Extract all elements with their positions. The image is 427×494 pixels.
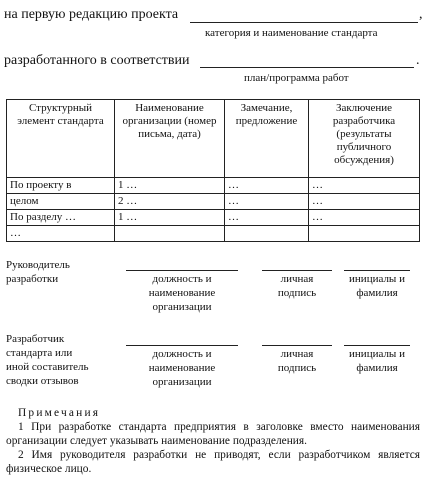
note-item: 1 При разработке стандарта предприятия в заголовке вместо наименования организации следует указывать наименование подразделения.	[6, 421, 420, 447]
table-cell[interactable]: …	[309, 178, 420, 194]
table-row	[7, 178, 420, 194]
signature-1-caption-position: должность и наименование организации	[148, 273, 216, 313]
table-row	[7, 210, 420, 226]
signature-1-caption-sign: личная подпись	[277, 273, 317, 299]
signature-2-caption-name: инициалы и фамилия	[349, 348, 405, 374]
review-table	[6, 99, 420, 242]
table-cell[interactable]	[225, 226, 309, 242]
signature-2-position-blank[interactable]	[126, 345, 238, 346]
table-cell[interactable]: …	[309, 194, 420, 210]
signature-1-sign-blank[interactable]	[262, 270, 332, 271]
table-cell[interactable]: По разделу …	[7, 210, 115, 226]
table-cell[interactable]: 1 …	[115, 210, 225, 226]
table-cell[interactable]	[115, 226, 225, 242]
table-cell[interactable]: …	[225, 194, 309, 210]
notes-section	[6, 406, 420, 476]
header-row1-text: на первую редакцию проекта	[4, 7, 179, 22]
table-cell[interactable]: 2 …	[115, 194, 225, 210]
signature-2-sign-blank[interactable]	[262, 345, 332, 346]
col-header-remark: Замечание, предложение	[225, 100, 309, 178]
table-cell[interactable]: По проекту в	[7, 178, 115, 194]
signature-2-label: Разработчик стандарта или иной составитель сводки отзывов	[6, 333, 89, 387]
col-header-organization: Наименование организации (номер письма, дата)	[115, 100, 225, 178]
header-row1-punct: ,	[419, 7, 423, 22]
plan-program-blank[interactable]	[200, 67, 414, 68]
table-cell[interactable]	[309, 226, 420, 242]
header-row1-caption: категория и наименование стандарта	[205, 27, 378, 39]
signature-1-caption-name: инициалы и фамилия	[349, 273, 405, 299]
table-cell[interactable]: …	[309, 210, 420, 226]
col-header-conclusion: Заключение разработчика (результаты публичного обсуждения)	[309, 100, 420, 178]
signature-1-name-blank[interactable]	[344, 270, 410, 271]
signature-1-label: Руководитель разработки	[6, 259, 70, 285]
col-header-element: Структурный элемент стандарта	[7, 100, 115, 178]
table-cell[interactable]: …	[225, 178, 309, 194]
table-cell[interactable]: …	[225, 210, 309, 226]
table-cell[interactable]: целом	[7, 194, 115, 210]
header-row2-caption: план/программа работ	[244, 72, 349, 84]
header-row2-punct: .	[416, 53, 420, 68]
table-cell[interactable]: …	[7, 226, 115, 242]
note-item: 2 Имя руководителя разработки не приводят, если разработчиком является физическое лицо.	[6, 449, 420, 475]
header-row2-text: разработанного в соответствии	[4, 53, 190, 68]
notes-heading: Примечания	[18, 407, 101, 419]
category-standard-blank[interactable]	[190, 22, 418, 23]
signature-2-caption-sign: личная подпись	[277, 348, 317, 374]
signature-1-position-blank[interactable]	[126, 270, 238, 271]
table-row	[7, 194, 420, 210]
table-header-row	[7, 100, 420, 178]
table-row	[7, 226, 420, 242]
table-cell[interactable]: 1 …	[115, 178, 225, 194]
signature-2-caption-position: должность и наименование организации	[148, 348, 216, 388]
signature-2-name-blank[interactable]	[344, 345, 410, 346]
